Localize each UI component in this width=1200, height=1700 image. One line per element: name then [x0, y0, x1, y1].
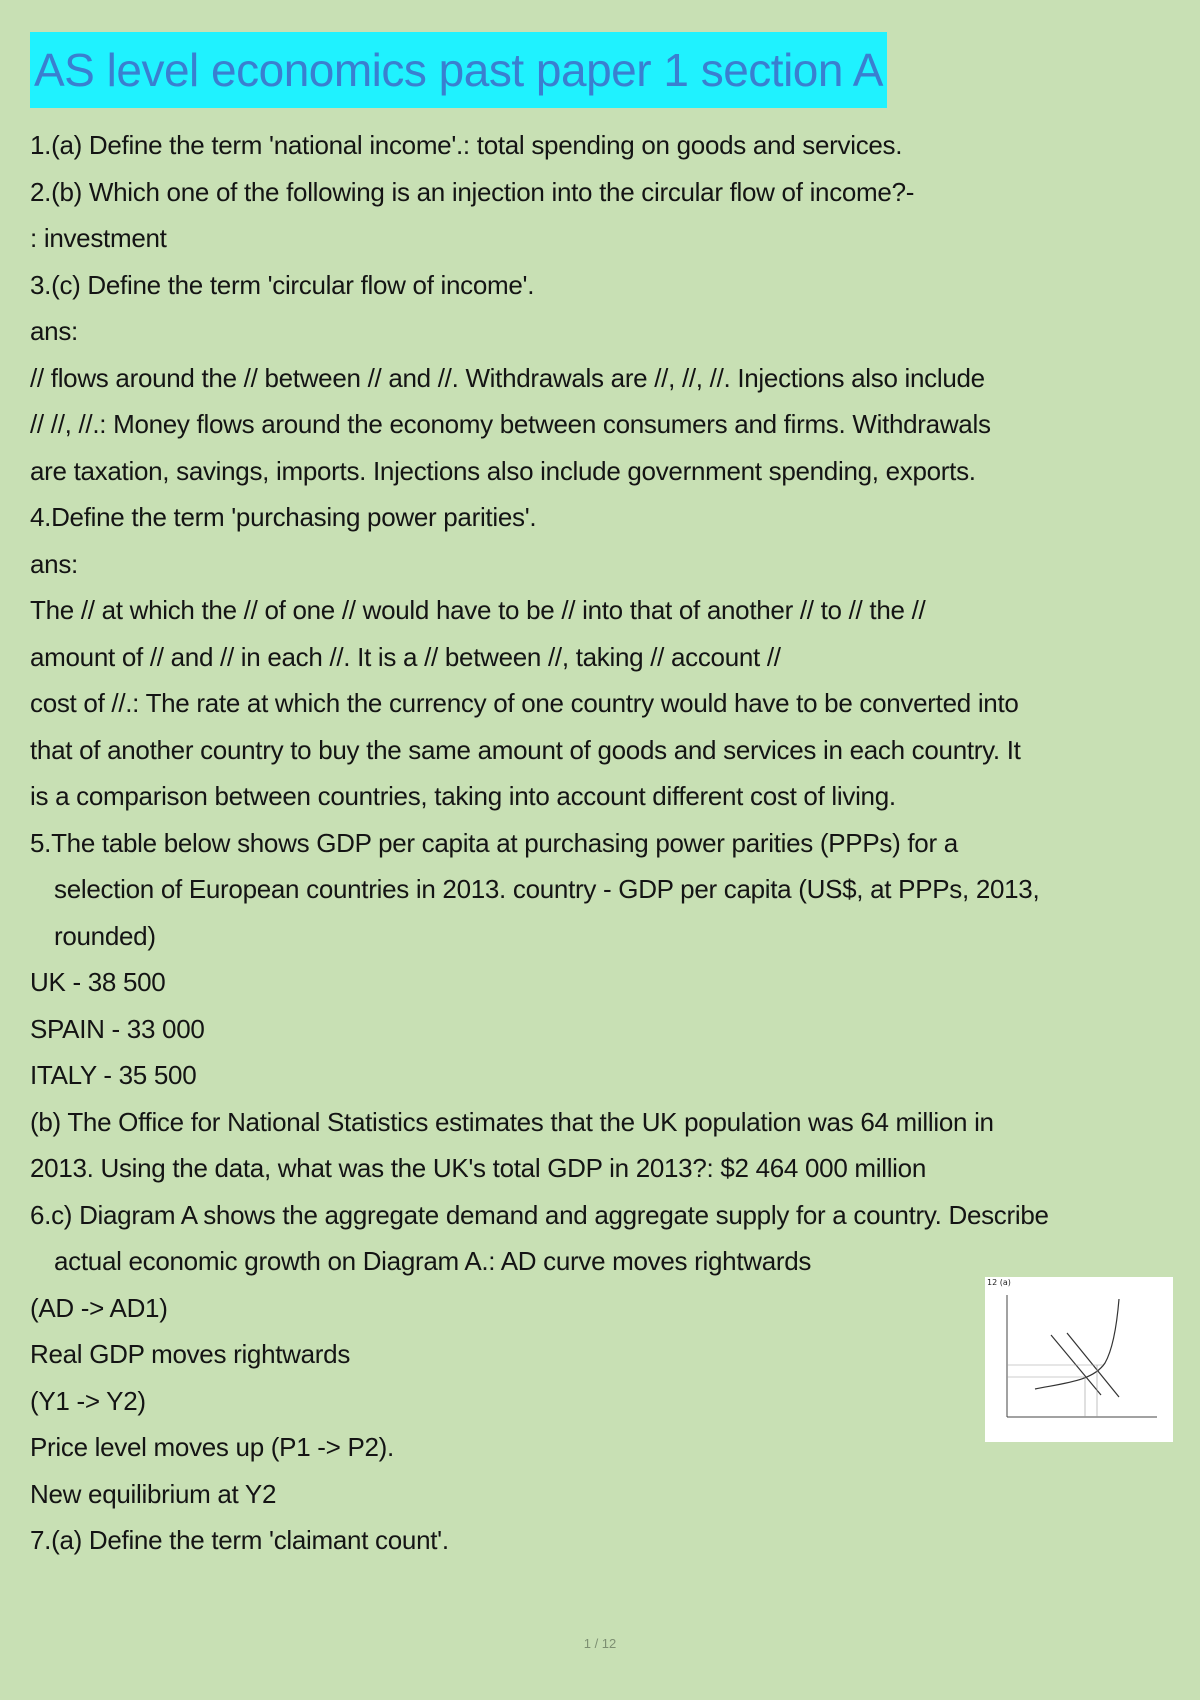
text-line: that of another country to buy the same amount of goods and services in each country. It: [30, 734, 1021, 765]
text-line: 3.(c) Define the term 'circular flow of income'.: [30, 269, 535, 300]
text-line: 7.(a) Define the term 'claimant count'.: [30, 1525, 449, 1555]
text-line: are taxation, savings, imports. Injections also include government spending, exports.: [30, 455, 976, 486]
text-line: // //, //.: Money flows around the economy between consumers and firms. Withdrawals: [30, 409, 991, 439]
text-line: 1.(a) Define the term 'national income'.: total spending on goods and services.: [30, 130, 903, 160]
text-line: ans:: [30, 548, 78, 579]
text-line: amount of // and // in each //. It is a // between //, taking // account //: [30, 641, 781, 672]
text-line: (Y1 -> Y2): [30, 1385, 146, 1416]
text-line: actual economic growth on Diagram A.: AD curve moves rightwards: [54, 1246, 812, 1276]
text-line: (b) The Office for National Statistics estimates that the UK population was 64 million in: [30, 1106, 994, 1137]
page-number: 1 / 12: [583, 1636, 617, 1651]
text-line: // flows around the // between // and //. Withdrawals are //, //, //. Injections also include: [30, 362, 985, 393]
text-line: 5.The table below shows GDP per capita at purchasing power parities (PPPs) for a: [30, 827, 958, 858]
text-line: Price level moves up (P1 -> P2).: [30, 1432, 394, 1462]
text-line: 6.c) Diagram A shows the aggregate demand and aggregate supply for a country. Describe: [30, 1199, 1049, 1230]
as-curve: [1035, 1299, 1119, 1389]
page-title: AS level economics past paper 1 section A: [30, 32, 887, 108]
text-line: ans:: [30, 316, 78, 346]
text-line: UK - 38 500: [30, 967, 166, 997]
text-line: New equilibrium at Y2: [30, 1478, 277, 1509]
ad-as-diagram: [985, 1277, 1173, 1442]
text-line: Real GDP moves rightwards: [30, 1339, 351, 1369]
text-line: (AD -> AD1): [30, 1292, 168, 1323]
text-line: 2013. Using the data, what was the UK's total GDP in 2013?: $2 464 000 million: [30, 1153, 926, 1183]
text-line: ITALY - 35 500: [30, 1060, 197, 1090]
text-line: is a comparison between countries, taking into account different cost of living.: [30, 781, 896, 811]
text-line: The // at which the // of one // would have to be // into that of another // to // the //: [30, 595, 926, 625]
ad-as-diagram-svg: [985, 1277, 1173, 1442]
diagram-caption: 12 (a): [987, 1278, 1011, 1287]
text-line: rounded): [54, 920, 156, 951]
text-line: selection of European countries in 2013. country - GDP per capita (US$, at PPPs, 2013,: [54, 874, 1040, 904]
text-line: : investment: [30, 223, 167, 253]
text-line: 4.Define the term 'purchasing power parities'.: [30, 502, 537, 532]
text-line: SPAIN - 33 000: [30, 1013, 205, 1044]
text-line: cost of //.: The rate at which the currency of one country would have to be converted into: [30, 688, 1019, 718]
text-line: 2.(b) Which one of the following is an injection into the circular flow of income?-: [30, 176, 915, 207]
